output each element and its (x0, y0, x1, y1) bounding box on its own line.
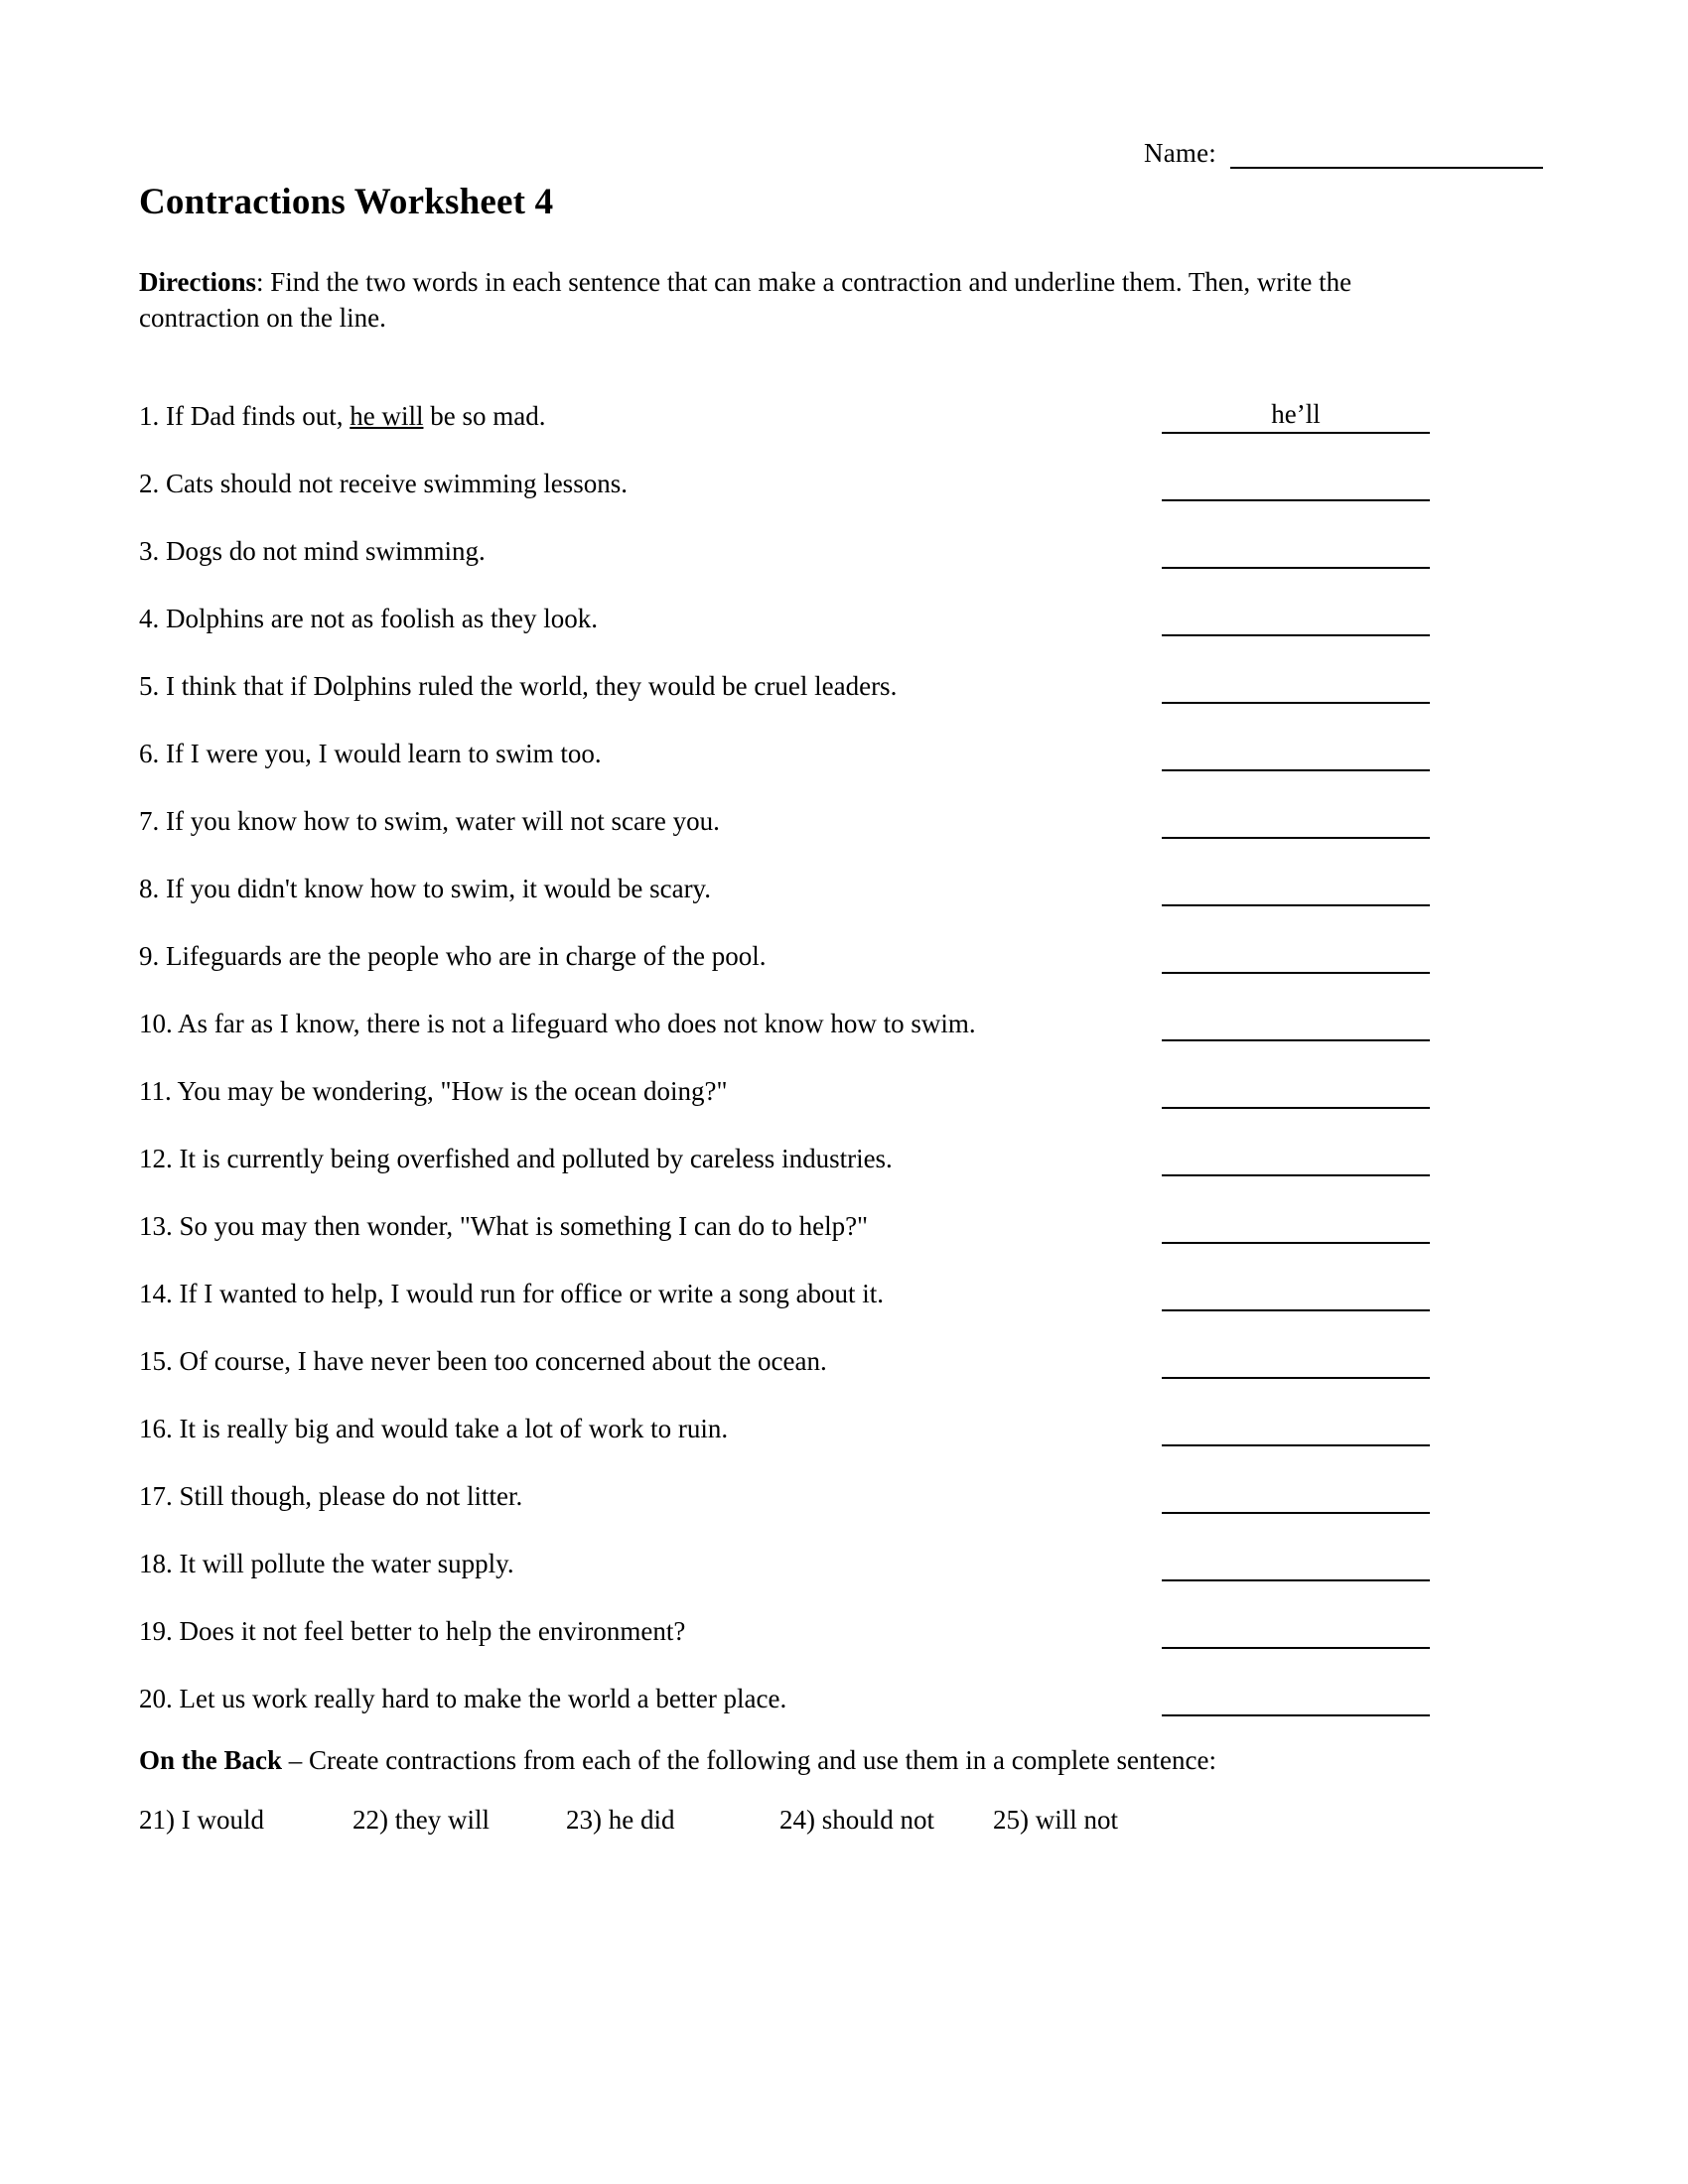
question-number: 6. (139, 738, 160, 768)
on-the-back (139, 1742, 1549, 1778)
answer-blank[interactable] (1162, 1617, 1430, 1649)
question-text (139, 941, 767, 974)
question-number: 18. (139, 1548, 173, 1578)
answer-line[interactable] (1162, 1280, 1430, 1311)
question-text (139, 1009, 976, 1041)
question-number: 1. (139, 400, 160, 431)
answer-blank[interactable] (1162, 1482, 1430, 1514)
question-text (139, 1616, 685, 1649)
question-item (139, 906, 1549, 974)
extra-item: 24) should not (779, 1805, 935, 1836)
question-number: 3. (139, 535, 160, 566)
extra-item: 23) he did (566, 1805, 675, 1836)
question-text (139, 469, 628, 501)
question-sentence-tail: be so mad. (423, 400, 546, 431)
question-item-inner (139, 469, 1549, 501)
answer-line[interactable] (1162, 672, 1430, 704)
question-sentence: It will pollute the water supply. (179, 1548, 514, 1578)
question-item-inner (139, 1076, 1549, 1109)
extra-item: 21) I would (139, 1805, 264, 1836)
question-text (139, 671, 897, 704)
answer-line[interactable] (1162, 1212, 1430, 1244)
answer-blank[interactable] (1162, 1280, 1430, 1311)
answer-blank[interactable] (1162, 398, 1430, 434)
question-text (139, 401, 545, 434)
question-item (139, 1379, 1549, 1446)
question-number: 5. (139, 670, 160, 701)
question-sentence: You may be wondering, "How is the ocean doing?" (177, 1075, 728, 1106)
question-item (139, 1311, 1549, 1379)
underlined-words: he will (350, 400, 424, 431)
name-input-blank[interactable] (1230, 141, 1543, 169)
question-item-inner (139, 671, 1549, 704)
question-sentence: Lifeguards are the people who are in charge of the pool. (166, 940, 767, 971)
question-item-inner (139, 1279, 1549, 1311)
question-item-inner (139, 739, 1549, 771)
answer-blank[interactable] (1162, 1077, 1430, 1109)
answer-blank[interactable] (1162, 1010, 1430, 1041)
answer-line[interactable] (1162, 537, 1430, 569)
question-sentence: Still though, please do not litter. (179, 1480, 523, 1511)
question-item (139, 1109, 1549, 1176)
question-sentence: If you didn't know how to swim, it would be scary. (166, 873, 712, 903)
question-item-inner (139, 1346, 1549, 1379)
answer-line[interactable] (1162, 1010, 1430, 1041)
question-item (139, 1581, 1549, 1649)
answer-blank[interactable] (1162, 740, 1430, 771)
answer-line[interactable] (1162, 1145, 1430, 1176)
page-title: Contractions Worksheet 4 (139, 182, 554, 222)
directions-label: Directions (139, 267, 256, 297)
question-text (139, 536, 486, 569)
question-text (139, 1684, 786, 1716)
question-item (139, 366, 1549, 434)
question-text (139, 1549, 514, 1581)
name-row (139, 129, 1549, 169)
answer-value: he’ll (1271, 398, 1321, 429)
answer-line[interactable] (1162, 1550, 1430, 1581)
directions-text: : Find the two words in each sentence that can make a contraction and underline them. Then, write the contraction on the line. (139, 267, 1352, 333)
question-item-inner (139, 874, 1549, 906)
question-sentence: It is currently being overfished and polluted by careless industries. (179, 1143, 893, 1173)
question-number: 20. (139, 1683, 173, 1713)
on-the-back-label: On the Back (139, 1744, 283, 1775)
question-number: 15. (139, 1345, 173, 1376)
question-sentence: It is really big and would take a lot of work to ruin. (179, 1413, 729, 1443)
question-sentence: Cats should not receive swimming lessons. (166, 468, 628, 498)
question-sentence: Let us work really hard to make the world a better place. (179, 1683, 787, 1713)
question-text (139, 1144, 893, 1176)
question-sentence: If I were you, I would learn to swim too. (166, 738, 602, 768)
question-sentence: Dolphins are not as foolish as they look. (166, 603, 598, 633)
question-text (139, 1279, 884, 1311)
question-number: 14. (139, 1278, 173, 1308)
answer-line[interactable] (1162, 1685, 1430, 1716)
question-item-inner (139, 941, 1549, 974)
question-item-inner (139, 1616, 1549, 1649)
question-sentence: As far as I know, there is not a lifeguard who does not know how to swim. (178, 1008, 976, 1038)
question-item (139, 1244, 1549, 1311)
name-label: Name: (1144, 138, 1216, 168)
answer-line[interactable] (1162, 398, 1430, 434)
question-item-inner (139, 604, 1549, 636)
question-item-inner (139, 1549, 1549, 1581)
question-item (139, 434, 1549, 501)
answer-blank[interactable] (1162, 1685, 1430, 1716)
answer-line[interactable] (1162, 942, 1430, 974)
answer-line[interactable] (1162, 1415, 1430, 1446)
question-number: 13. (139, 1210, 173, 1241)
question-sentence: So you may then wonder, "What is something I can do to help?" (179, 1210, 869, 1241)
answer-line[interactable] (1162, 875, 1430, 906)
question-item (139, 1176, 1549, 1244)
question-number: 4. (139, 603, 160, 633)
answer-blank[interactable] (1162, 1145, 1430, 1176)
question-item (139, 501, 1549, 569)
question-text (139, 604, 598, 636)
question-item (139, 1446, 1549, 1514)
answer-line[interactable] (1162, 470, 1430, 501)
question-item (139, 1041, 1549, 1109)
question-sentence: Dogs do not mind swimming. (166, 535, 486, 566)
question-text (139, 1076, 727, 1109)
answer-blank[interactable] (1162, 537, 1430, 569)
question-text (139, 1211, 868, 1244)
question-text (139, 1346, 827, 1379)
answer-blank[interactable] (1162, 1415, 1430, 1446)
question-item-inner (139, 1144, 1549, 1176)
answer-blank[interactable] (1162, 470, 1430, 501)
answer-blank[interactable] (1162, 1550, 1430, 1581)
answer-line[interactable] (1162, 1617, 1430, 1649)
answer-line[interactable] (1162, 1347, 1430, 1379)
answer-blank[interactable] (1162, 1212, 1430, 1244)
question-number: 9. (139, 940, 160, 971)
directions (139, 265, 1415, 337)
question-sentence: If you know how to swim, water will not scare you. (166, 805, 720, 836)
answer-line[interactable] (1162, 1482, 1430, 1514)
question-item (139, 1514, 1549, 1581)
question-item-inner (139, 1211, 1549, 1244)
question-sentence: Of course, I have never been too concerned about the ocean. (179, 1345, 827, 1376)
answer-blank[interactable] (1162, 875, 1430, 906)
worksheet-body (139, 129, 1549, 1836)
answer-line[interactable] (1162, 807, 1430, 839)
on-the-back-text: – Create contractions from each of the following and use them in a complete sentence: (282, 1744, 1216, 1775)
answer-blank[interactable] (1162, 807, 1430, 839)
question-number: 8. (139, 873, 160, 903)
extra-item: 25) will not (993, 1805, 1118, 1836)
question-number: 11. (139, 1075, 172, 1106)
question-item (139, 839, 1549, 906)
question-text (139, 874, 711, 906)
question-number: 16. (139, 1413, 173, 1443)
question-item (139, 569, 1549, 636)
question-item-inner (139, 1414, 1549, 1446)
question-sentence: If I wanted to help, I would run for office or write a song about it. (179, 1278, 885, 1308)
extra-item: 22) they will (352, 1805, 490, 1836)
question-item-inner (139, 1009, 1549, 1041)
answer-line[interactable] (1162, 1077, 1430, 1109)
question-number: 17. (139, 1480, 173, 1511)
extra-items-row (139, 1805, 1549, 1836)
question-item (139, 974, 1549, 1041)
question-number: 2. (139, 468, 160, 498)
answer-blank[interactable] (1162, 605, 1430, 636)
question-text (139, 806, 720, 839)
question-number: 12. (139, 1143, 173, 1173)
question-text (139, 1481, 522, 1514)
question-text (139, 1414, 728, 1446)
question-item (139, 771, 1549, 839)
question-item (139, 1649, 1549, 1716)
question-number: 10. (139, 1008, 173, 1038)
question-item (139, 704, 1549, 771)
question-text (139, 739, 602, 771)
answer-blank[interactable] (1162, 942, 1430, 974)
question-item-inner (139, 1481, 1549, 1514)
question-item-inner (139, 806, 1549, 839)
question-item (139, 636, 1549, 704)
question-item-inner (139, 1684, 1549, 1716)
question-sentence: Does it not feel better to help the environment? (179, 1615, 686, 1646)
question-sentence: I think that if Dolphins ruled the world, they would be cruel leaders. (166, 670, 898, 701)
question-number: 7. (139, 805, 160, 836)
answer-line[interactable] (1162, 605, 1430, 636)
question-sentence: If Dad finds out, (166, 400, 351, 431)
answer-line[interactable] (1162, 740, 1430, 771)
answer-blank[interactable] (1162, 672, 1430, 704)
question-list (139, 366, 1549, 1716)
question-number: 19. (139, 1615, 173, 1646)
question-item-inner (139, 398, 1549, 434)
question-item-inner (139, 536, 1549, 569)
answer-blank[interactable] (1162, 1347, 1430, 1379)
